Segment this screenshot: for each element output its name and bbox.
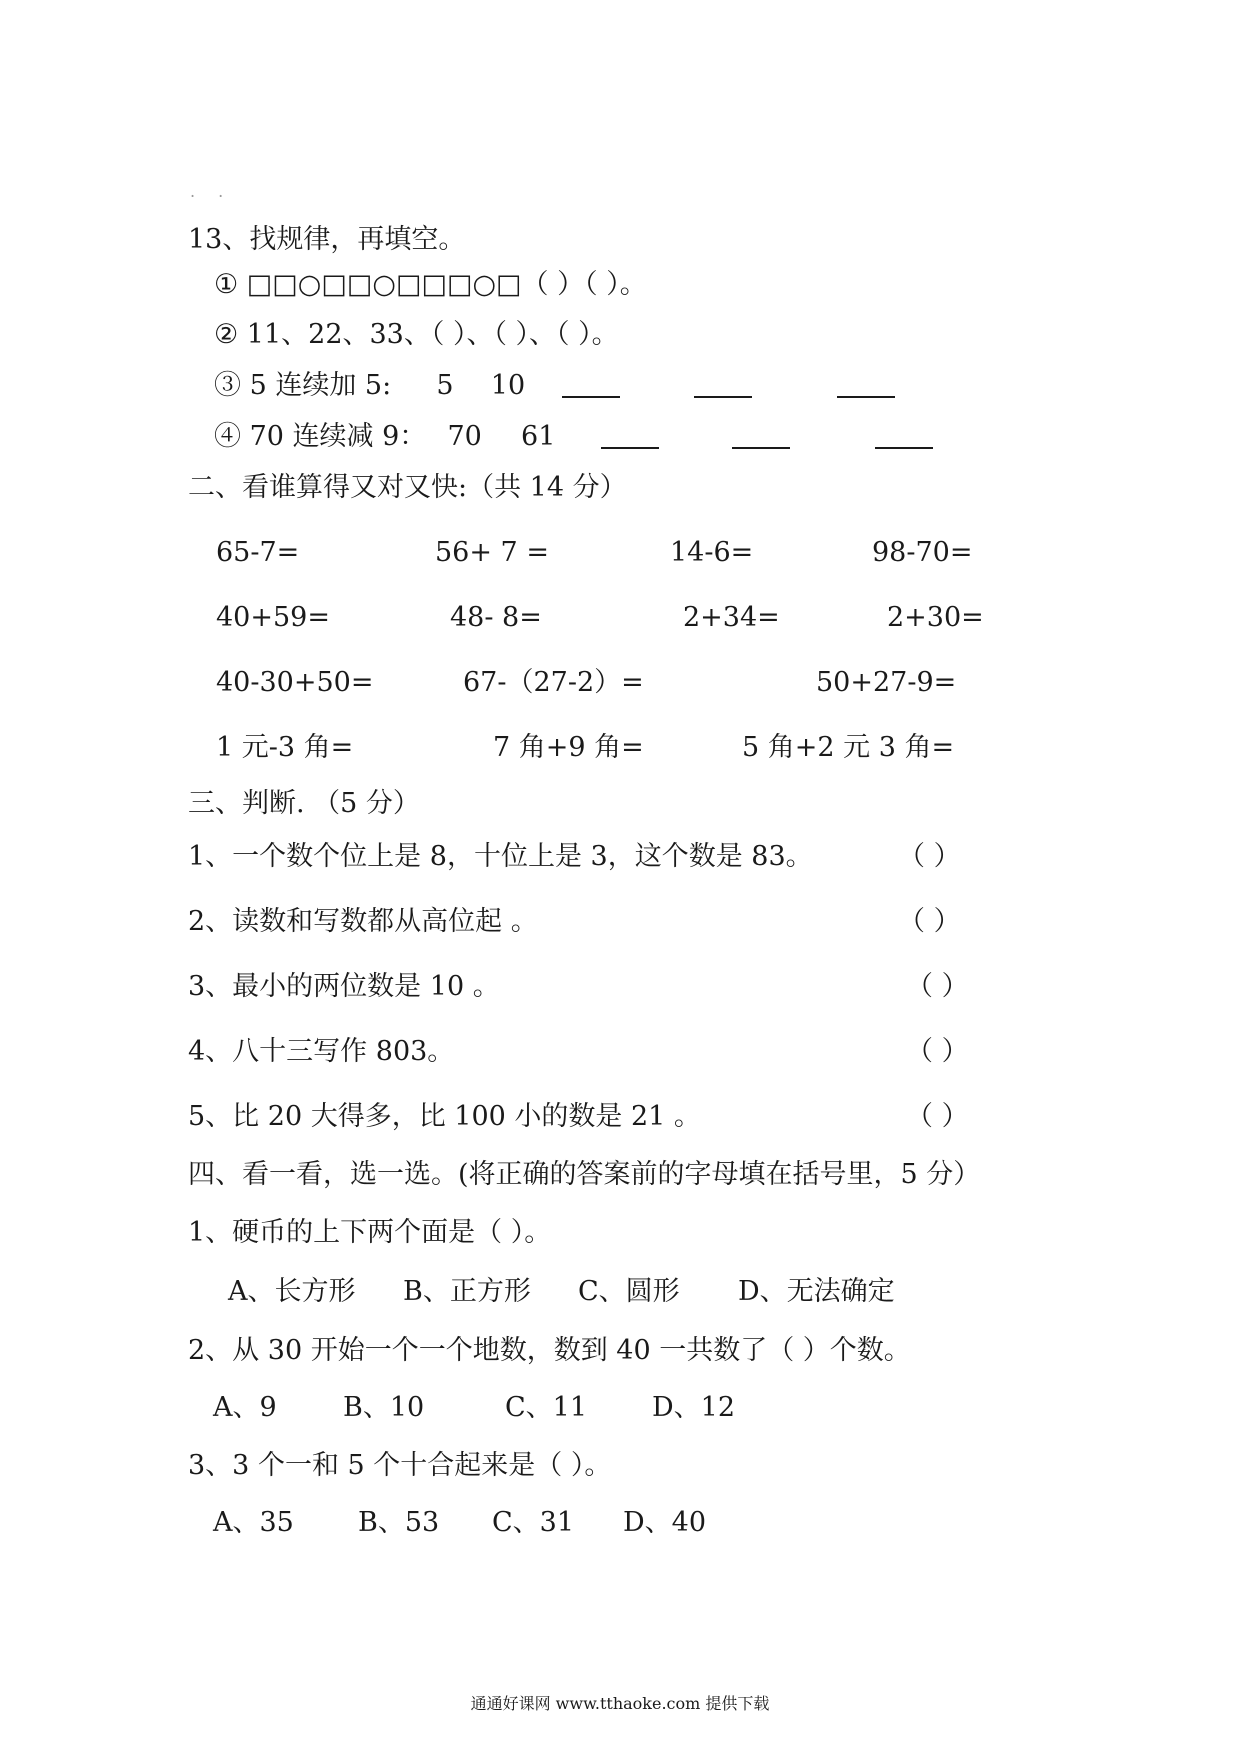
calc-item: 50+27-9= [816, 667, 957, 698]
answer-bracket[interactable]: （ ） [898, 841, 961, 872]
answer-bracket[interactable]: （ ） [906, 1036, 969, 1067]
option: D、无法确定 [738, 1276, 895, 1307]
answer-bracket[interactable]: （ ） [906, 1101, 969, 1132]
choice-question-2: 2、从 30 开始一个一个地数，数到 40 一共数了（ ）个数。 [188, 1335, 911, 1366]
option: D、40 [623, 1507, 707, 1538]
answer-blank[interactable] [694, 376, 752, 398]
calc-item: 2+34= [683, 602, 780, 633]
judge-item: 4、八十三写作 803。 [188, 1036, 455, 1067]
q13-add-five-label: ③ 5 连续加 5: [214, 370, 392, 401]
judge-item: 1、一个数个位上是 8，十位上是 3，这个数是 83。 [188, 841, 813, 872]
option: A、长方形 [228, 1276, 356, 1307]
calc-item: 65-7= [216, 537, 300, 568]
calc-item: 14-6= [670, 537, 754, 568]
option: B、正方形 [403, 1276, 531, 1307]
calc-item: 40-30+50= [216, 667, 374, 698]
section-4-title: 四、看一看，选一选。(将正确的答案前的字母填在括号里，5 分） [188, 1159, 981, 1190]
calc-item: 1 元-3 角= [216, 732, 354, 763]
q13-add-five [214, 369, 895, 403]
calc-item: 2+30= [887, 602, 984, 633]
calc-item: 98-70= [872, 537, 973, 568]
section-2-title: 二、看谁算得又对又快:（共 14 分） [188, 472, 627, 503]
q13-sub-nine [214, 420, 933, 454]
page-footer: 通通好课网 www.tthaoke.com 提供下载 [470, 1694, 770, 1713]
option: B、53 [358, 1507, 440, 1538]
choice-question-1: 1、硬币的上下两个面是（ ）。 [188, 1217, 552, 1248]
answer-blank[interactable] [601, 427, 659, 449]
q13-sub-nine-label: ④ 70 连续减 9： [214, 421, 427, 452]
q13-sub-nine-n2: 61 [521, 421, 556, 452]
answer-bracket[interactable]: （ ） [906, 971, 969, 1002]
option: C、31 [492, 1507, 575, 1538]
calc-item: 7 角+9 角= [493, 732, 644, 763]
judge-item: 3、最小的两位数是 10 。 [188, 971, 500, 1002]
calc-item: 40+59= [216, 602, 330, 633]
choice-question-3: 3、3 个一和 5 个十合起来是（ ）。 [188, 1450, 612, 1481]
option: C、圆形 [578, 1276, 680, 1307]
option: D、12 [652, 1392, 736, 1423]
q13-pattern-shapes: ① □□○□□○□□□○□（ ）（ ）。 [214, 269, 647, 300]
option: A、35 [213, 1507, 294, 1538]
answer-blank[interactable] [875, 427, 933, 449]
answer-bracket[interactable]: （ ） [898, 906, 961, 937]
calc-item: 56+ 7 = [435, 537, 549, 568]
q13-title: 13、找规律，再填空。 [188, 224, 466, 255]
judge-item: 5、比 20 大得多，比 100 小的数是 21 。 [188, 1101, 701, 1132]
q13-add-five-n1: 5 [436, 370, 454, 401]
q13-pattern-numbers: ② 11、22、33、（ ）、（ ）、（ ）。 [214, 319, 619, 350]
calc-item: 5 角+2 元 3 角= [742, 732, 955, 763]
answer-blank[interactable] [837, 376, 895, 398]
answer-blank[interactable] [562, 376, 620, 398]
option: A、9 [213, 1392, 277, 1423]
answer-blank[interactable] [732, 427, 790, 449]
judge-item: 2、读数和写数都从高位起 。 [188, 906, 538, 937]
option: B、10 [343, 1392, 425, 1423]
dot-trace: . . [190, 182, 233, 201]
q13-sub-nine-n1: 70 [447, 421, 482, 452]
option: C、11 [505, 1392, 588, 1423]
q13-add-five-n2: 10 [490, 370, 526, 401]
calc-item: 48- 8= [450, 602, 542, 633]
section-3-title: 三、判断. （5 分） [188, 788, 420, 819]
calc-item: 67-（27-2）= [463, 667, 644, 698]
